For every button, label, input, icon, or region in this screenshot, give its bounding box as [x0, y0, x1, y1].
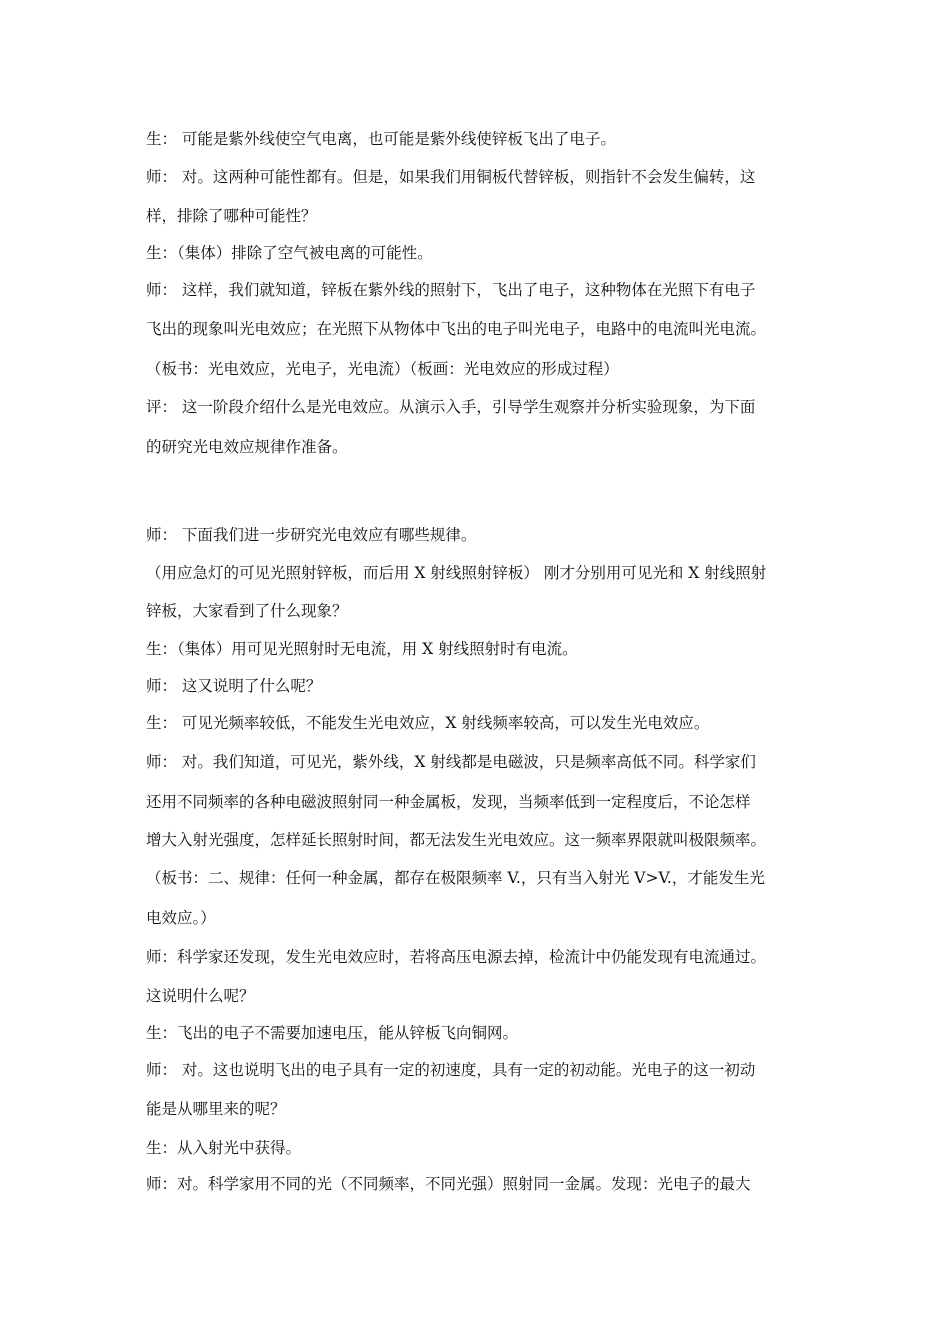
text-line: 生：从入射光中获得。 — [146, 1139, 302, 1157]
text-line: 师： 对。我们知道，可见光，紫外线，X 射线都是电磁波，只是频率高低不同。科学家们 — [146, 753, 756, 771]
text-line: 生：（集体）用可见光照射时无电流，用 X 射线照射时有电流。 — [146, 640, 578, 658]
text-line: 这说明什么呢？ — [146, 987, 255, 1005]
text-line: （板书：二、规律：任何一种金属，都存在极限频率 V.，只有当入射光 V>V.，才能发生光 — [146, 869, 765, 887]
text-line: 生：飞出的电子不需要加速电压，能从锌板飞向铜网。 — [146, 1024, 519, 1042]
text-line: 师： 下面我们进一步研究光电效应有哪些规律。 — [146, 526, 477, 544]
text-line: 的研究光电效应规律作准备。 — [146, 438, 348, 456]
text-line: 样，排除了哪种可能性？ — [146, 207, 317, 225]
text-line: 师： 这样，我们就知道，锌板在紫外线的照射下，飞出了电子，这种物体在光照下有电子 — [146, 281, 756, 299]
text-line: 飞出的现象叫光电效应；在光照下从物体中飞出的电子叫光电子，电路中的电流叫光电流。 — [146, 320, 767, 338]
text-line: （板书：光电效应，光电子，光电流）（板画：光电效应的形成过程） — [146, 360, 619, 378]
text-line: 师： 对。这两种可能性都有。但是，如果我们用铜板代替锌板，则指针不会发生偏转，这 — [146, 168, 756, 186]
text-line: 锌板，大家看到了什么现象？ — [146, 602, 348, 620]
text-line: 生： 可见光频率较低，不能发生光电效应，X 射线频率较高，可以发生光电效应。 — [146, 714, 710, 732]
text-line: 还用不同频率的各种电磁波照射同一种金属板，发现，当频率低到一定程度后，不论怎样 — [146, 793, 751, 811]
text-line: 师：科学家还发现，发生光电效应时，若将高压电源去掉，检流计中仍能发现有电流通过。 — [146, 948, 767, 966]
text-line: 电效应。） — [146, 909, 216, 927]
text-line: 生： 可能是紫外线使空气电离，也可能是紫外线使锌板飞出了电子。 — [146, 130, 616, 148]
text-line: 生：（集体）排除了空气被电离的可能性。 — [146, 244, 433, 262]
text-line: 评： 这一阶段介绍什么是光电效应。从演示入手，引导学生观察并分析实验现象，为下面 — [146, 398, 756, 416]
text-line: 师： 对。这也说明飞出的电子具有一定的初速度，具有一定的初动能。光电子的这一初动 — [146, 1061, 756, 1079]
text-line: 能是从哪里来的呢？ — [146, 1100, 286, 1118]
text-line: （用应急灯的可见光照射锌板，而后用 X 射线照射锌板） 刚才分别用可见光和 X 射线照射 — [146, 564, 767, 582]
text-line: 师：对。科学家用不同的光（不同频率，不同光强）照射同一金属。发现：光电子的最大 — [146, 1175, 751, 1193]
text-line: 增大入射光强度，怎样延长照射时间，都无法发生光电效应。这一频率界限就叫极限频率。 — [146, 831, 767, 849]
text-line: 师： 这又说明了什么呢？ — [146, 677, 322, 695]
